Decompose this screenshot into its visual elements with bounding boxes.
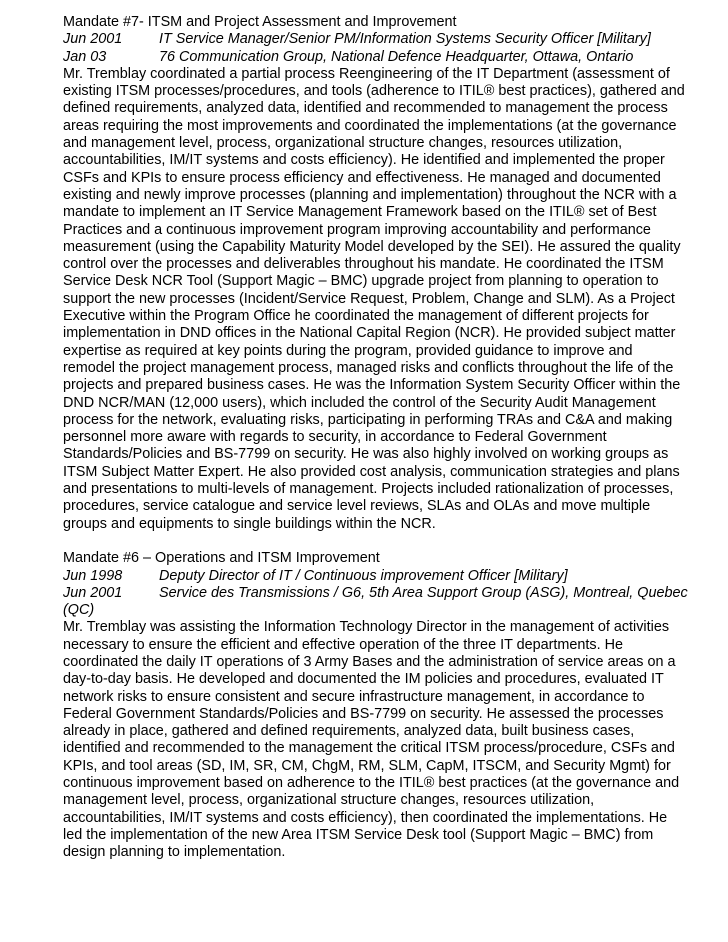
mandate-7-section (63, 14, 688, 533)
mandate-6-start-date: Jun 1998 (63, 567, 123, 584)
mandate-7-role: IT Service Manager/Senior PM/Information Systems Security Officer [Military] (159, 31, 651, 48)
mandate-7-heading: Mandate #7- ITSM and Project Assessment and Improvement (63, 14, 457, 30)
mandate-6-end-date: Jun 2001 (63, 584, 123, 601)
mandate-6-org-line (63, 585, 688, 620)
mandate-7-start-date: Jun 2001 (63, 31, 123, 48)
mandate-6-heading: Mandate #6 – Operations and ITSM Improvement (63, 550, 380, 567)
mandate-6-section (63, 550, 688, 861)
mandate-7-end-date: Jan 03 (63, 48, 107, 65)
mandate-6-role-line (63, 568, 688, 585)
mandate-7-description: Mr. Tremblay coordinated a partial process Reengineering of the IT Department (assessment of existing ITSM processes/procedures, and tools (adherence to ITIL® best practices), gathered and defined requirements, analyzed data, identified and recommended to management the process areas requiring the most improvements and coordinated the implementations (at the governance and management level, process, organizational structure changes, resources utilization, accountabilities, IM/IT systems and costs efficiency). He identified and implemented the proper CSFs and KPIs to ensure process efficiency and effectiveness. He managed and documented existing and newly improve processes (planning and implementation) throughout the NCR with a mandate to implement an IT Service Management Framework based on the ITIL® set of Best Practices and a continuous improvement program improving accountability and performance measurement (using the Capability Maturity Model developed by the SEI). He assured the quality control over the processes and deliverables throughout his mandate. He coordinated the ITSM Service Desk NCR Tool (Support Magic – BMC) upgrade project from planning to operation to support the new processes (Incident/Service Request, Problem, Change and SLM). As a Project Executive within the Program Office he coordinated the management of different projects for implementation in DND offices in the National Capital Region (NCR). He provided subject matter expertise as required at key points during the program, provided guidance to improve and remodel the project management process, managed risks and conflicts throughout the life of the projects and prepared business cases. He was the Information System Security Officer within the DND NCR/MAN (12,000 users), which included the control of the Security Audit Management process for the network, evaluating risks, participating in performing TRAs and C&A and making personnel more aware with regards to security, in accordance to Federal Government Standards/Policies and BS-7799 on security. He was also highly involved on working groups as ITSM Subject Matter Expert. He also provided cost analysis, communication strategies and plans and presentations to multi-levels of management. Projects included rationalization of processes, procedures, service catalogue and service level reviews, SLAs and OLAs and move multiple groups and equipments to single buildings within the NCR. (63, 65, 685, 532)
mandate-6-role: Deputy Director of IT / Continuous improvement Officer [Military] (159, 567, 568, 584)
mandate-6-description: Mr. Tremblay was assisting the Information Technology Director in the management of activities necessary to ensure the efficient and effective operation of the three IT departments. He coordinated the daily IT operations of 3 Army Bases and the administration of service areas on a day-to-day basis. He developed and documented the IM policies and procedures, evaluated IT network risks to ensure consistent and secure infrastructure management, in accordance to Federal Government Standards/Policies and BS-7799 on security. He assessed the processes already in place, gathered and defined requirements, analyzed data, built business cases, identified and recommended to the management the critical ITSM process/procedure, CSFs and KPIs, and tool areas (SD, IM, SR, CM, ChgM, RM, SLM, CapM, ITSCM, and Security Mgmt) for continuous improvement based on adherence to the ITIL® best practices (at the governance and management level, process, organizational structure changes, resources utilization, accountabilities, IM/IT systems and costs efficiency), then coordinated the implementations. He led the implementation of the new Area ITSM Service Desk tool (Support Magic – BMC) from design planning to implementation. (63, 619, 680, 861)
mandate-7-role-line (63, 31, 688, 48)
mandate-6-organization: Service des Transmissions / G6, 5th Area Support Group (ASG), Montreal, Quebec (QC) (63, 584, 688, 619)
mandate-7-org-line (63, 49, 688, 66)
mandate-7-organization: 76 Communication Group, National Defence Headquarter, Ottawa, Ontario (159, 48, 634, 65)
